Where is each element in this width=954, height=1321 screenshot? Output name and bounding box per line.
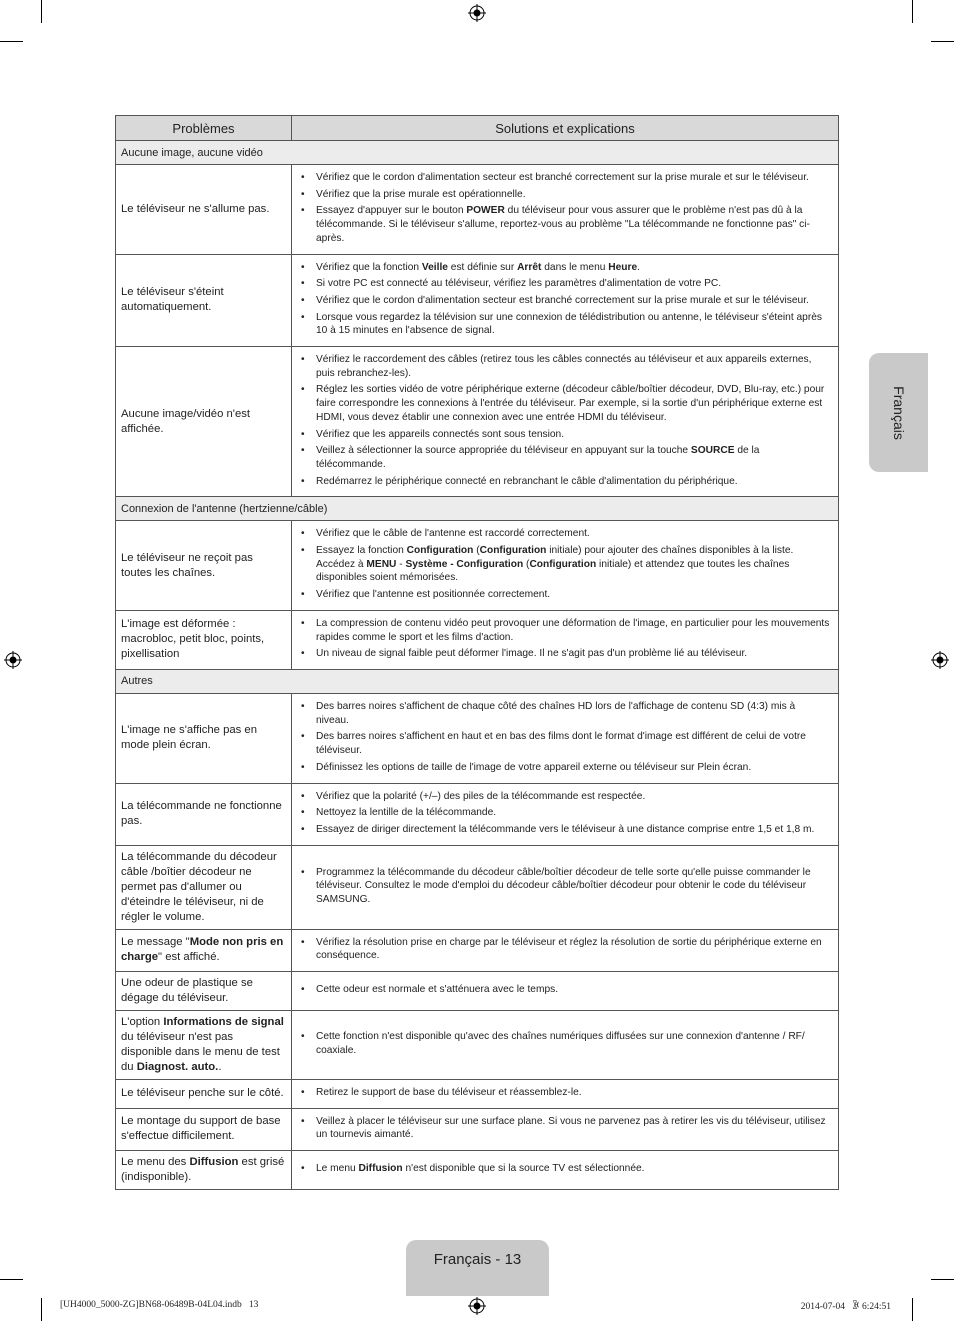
solutions-list (298, 700, 830, 775)
solution-item: • Essayez de diriger directement la télécommande vers le téléviseur à une distance comprise entre 1,5 et 1,8 m. (298, 823, 830, 837)
crop-mark (912, 0, 913, 23)
problem-cell: L'image ne s'affiche pas en mode plein écran. (116, 693, 292, 783)
solutions-cell (292, 1151, 839, 1190)
solutions-list (298, 527, 830, 602)
language-side-tab-label: Français (890, 385, 907, 440)
problem-cell: L'option Informations de signal du téléviseur n'est pas disponible dans le menu de test du Diagnost. auto.. (116, 1011, 292, 1080)
page-label: Français - 13 (433, 1251, 522, 1268)
solution-item: • Vérifiez que la polarité (+/–) des piles de la télécommande est respectée. (298, 790, 830, 804)
section-title: Connexion de l'antenne (hertzienne/câble) (116, 497, 839, 521)
table-row (116, 1108, 839, 1150)
solutions-cell (292, 972, 839, 1011)
solutions-list (298, 790, 830, 837)
solutions-cell (292, 610, 839, 669)
solution-item: • Le menu Diffusion n'est disponible que si la source TV est sélectionnée. (298, 1162, 830, 1176)
solution-item: • Des barres noires s'affichent de chaque côté des chaînes HD lors de l'affichage de contenu SD (4:3) mis à niveau. (298, 700, 830, 727)
language-side-tab (869, 353, 928, 472)
solutions-cell (292, 693, 839, 783)
solution-item: • Vérifiez que la fonction Veille est définie sur Arrêt dans le menu Heure. (298, 261, 830, 275)
troubleshooting-table (115, 115, 839, 1190)
crop-mark (41, 0, 42, 23)
header-problems: Problèmes (116, 116, 292, 141)
solutions-cell (292, 254, 839, 347)
crop-mark (0, 41, 23, 42)
table-row (116, 972, 839, 1011)
problem-cell: Le téléviseur ne s'allume pas. (116, 165, 292, 255)
problem-cell: Le téléviseur s'éteint automatiquement. (116, 254, 292, 347)
solutions-cell (292, 783, 839, 845)
crop-mark (931, 41, 954, 42)
solution-item: • Essayez la fonction Configuration (Configuration initiale) pour ajouter des chaînes disponibles à la liste. Accédez à MENU - Système - Configuration (Configuration initiale) et attendez que toutes les chaînes disponibles soient mémorisées. (298, 544, 830, 585)
problem-cell: Le téléviseur ne reçoit pas toutes les chaînes. (116, 521, 292, 611)
table-row (116, 693, 839, 783)
solution-item: • Nettoyez la lentille de la télécommande. (298, 806, 830, 820)
solution-item: • Retirez le support de base du téléviseur et réassemblez-le. (298, 1086, 830, 1100)
table-row (116, 1011, 839, 1080)
solutions-list (298, 171, 830, 246)
solution-item: • Vérifiez que le cordon d'alimentation secteur est branché correctement sur la prise murale et sur le téléviseur. (298, 294, 830, 308)
solution-item: • Programmez la télécommande du décodeur câble/boîtier décodeur de telle sorte qu'elle puisse commander le téléviseur. Consultez le mode d'emploi du décodeur câble/boîtier décodeur pour obtenir le code du téléviseur SAMSUNG. (298, 866, 830, 907)
solutions-list (298, 866, 830, 907)
solution-item: • Vérifiez que l'antenne est positionnée correctement. (298, 588, 830, 602)
solution-item: • Des barres noires s'affichent en haut et en bas des films dont le format d'image est différent de celui de votre téléviseur. (298, 730, 830, 757)
solution-item: • La compression de contenu vidéo peut provoquer une déformation de l'image, en particulier pour les mouvements rapides comme le sport et les films d'action. (298, 617, 830, 644)
solutions-cell (292, 1011, 839, 1080)
solution-item: • Veillez à sélectionner la source appropriée du téléviseur en appuyant sur la touche SOURCE de la télécommande. (298, 444, 830, 471)
problem-cell: L'image est déformée : macrobloc, petit bloc, points, pixellisation (116, 610, 292, 669)
solution-item: • Si votre PC est connecté au téléviseur, vérifiez les paramètres d'alimentation de votre PC. (298, 277, 830, 291)
solution-item: • Cette fonction n'est disponible qu'avec des chaînes numériques diffusées sur une connexion d'antenne / RF/ coaxiale. (298, 1030, 830, 1057)
solution-item: • Vérifiez que le câble de l'antenne est raccordé correctement. (298, 527, 830, 541)
footer-timestamp: 2014-07-04 ꐀ 6:24:51 (800, 1302, 891, 1312)
solutions-cell (292, 165, 839, 255)
table-row (116, 254, 839, 347)
solutions-cell (292, 347, 839, 497)
section-row (116, 669, 839, 693)
registration-mark-icon (468, 4, 486, 22)
solution-item: • Redémarrez le périphérique connecté en rebranchant le câble d'alimentation du périphérique. (298, 475, 830, 489)
solution-item: • Vérifiez que la prise murale est opérationnelle. (298, 188, 830, 202)
crop-mark (931, 1279, 954, 1280)
solutions-list (298, 936, 830, 963)
solutions-list (298, 261, 830, 339)
crop-mark (0, 1279, 23, 1280)
page-number-tab (406, 1240, 549, 1296)
solutions-cell (292, 845, 839, 929)
problem-cell: La télécommande ne fonctionne pas. (116, 783, 292, 845)
problem-cell: Le menu des Diffusion est grisé (indisponible). (116, 1151, 292, 1190)
solution-item: • Vérifiez que le cordon d'alimentation secteur est branché correctement sur la prise murale et sur le téléviseur. (298, 171, 830, 185)
problem-cell: La télécommande du décodeur câble /boîtier décodeur ne permet pas d'allumer ou d'éteindre le téléviseur, ni de régler le volume. (116, 845, 292, 929)
solutions-cell (292, 1108, 839, 1150)
solution-item: • Vérifiez que les appareils connectés sont sous tension. (298, 428, 830, 442)
solution-item: • Veillez à placer le téléviseur sur une surface plane. Si vous ne parvenez pas à retirer les vis du téléviseur, utilisez un tournevis aimanté. (298, 1115, 830, 1142)
solution-item: • Définissez les options de taille de l'image de votre appareil externe ou téléviseur sur Plein écran. (298, 761, 830, 775)
table-row (116, 610, 839, 669)
section-row (116, 141, 839, 165)
table-row (116, 929, 839, 971)
crop-mark (41, 1298, 42, 1321)
solution-item: • Lorsque vous regardez la télévision sur une connexion de télédistribution ou antenne, le téléviseur s'éteint après 10 à 15 minutes en l'absence de signal. (298, 311, 830, 338)
table-row (116, 347, 839, 497)
table-row (116, 783, 839, 845)
footer-file-info: [UH4000_5000-ZG]BN68-06489B-04L04.indb 13 (60, 1300, 259, 1310)
problem-cell: Le montage du support de base s'effectue difficilement. (116, 1108, 292, 1150)
solutions-list (298, 353, 830, 488)
solution-item: • Réglez les sorties vidéo de votre périphérique externe (décodeur câble/boîtier décodeur, DVD, Blu-ray, etc.) pour faire correspondre les connexions à l'entrée du téléviseur. Par exemple, si la sortie d'un périphérique externe est HDMI, vous devez établir une connexion avec une entrée HDMI du téléviseur. (298, 383, 830, 424)
section-title: Autres (116, 669, 839, 693)
table-header-row (116, 116, 839, 141)
table-row (116, 165, 839, 255)
solution-item: • Un niveau de signal faible peut déformer l'image. Il ne s'agit pas d'un problème lié au téléviseur. (298, 647, 830, 661)
section-row (116, 497, 839, 521)
solutions-cell (292, 1080, 839, 1109)
problem-cell: Aucune image/vidéo n'est affichée. (116, 347, 292, 497)
solutions-cell (292, 929, 839, 971)
section-title: Aucune image, aucune vidéo (116, 141, 839, 165)
header-solutions: Solutions et explications (292, 116, 839, 141)
solution-item: • Essayez d'appuyer sur le bouton POWER du téléviseur pour vous assurer que le problème n'est pas dû à la télécommande. Si le téléviseur s'allume, reportez-vous au problème "La télécommande ne fonctionne pas" ci-après. (298, 204, 830, 245)
solution-item: • Vérifiez le raccordement des câbles (retirez tous les câbles connectés au téléviseur et aux appareils externes, puis rebranchez-les). (298, 353, 830, 380)
registration-mark-icon (4, 651, 22, 669)
solutions-list (298, 1162, 830, 1176)
problem-cell: Le message "Mode non pris en charge" est affiché. (116, 929, 292, 971)
solutions-cell (292, 521, 839, 611)
solutions-list (298, 1030, 830, 1057)
solutions-list (298, 1115, 830, 1142)
registration-mark-icon (931, 651, 949, 669)
problem-cell: Une odeur de plastique se dégage du téléviseur. (116, 972, 292, 1011)
solutions-list (298, 1086, 830, 1100)
table-body (116, 141, 839, 1190)
solutions-list (298, 983, 830, 997)
table-row (116, 521, 839, 611)
table-row (116, 1080, 839, 1109)
solution-item: • Vérifiez la résolution prise en charge par le téléviseur et réglez la résolution de sortie du périphérique externe en conséquence. (298, 936, 830, 963)
registration-mark-icon (468, 1297, 486, 1315)
table-row (116, 1151, 839, 1190)
crop-mark (912, 1298, 913, 1321)
table-row (116, 845, 839, 929)
problem-cell: Le téléviseur penche sur le côté. (116, 1080, 292, 1109)
solution-item: • Cette odeur est normale et s'atténuera avec le temps. (298, 983, 830, 997)
solutions-list (298, 617, 830, 661)
